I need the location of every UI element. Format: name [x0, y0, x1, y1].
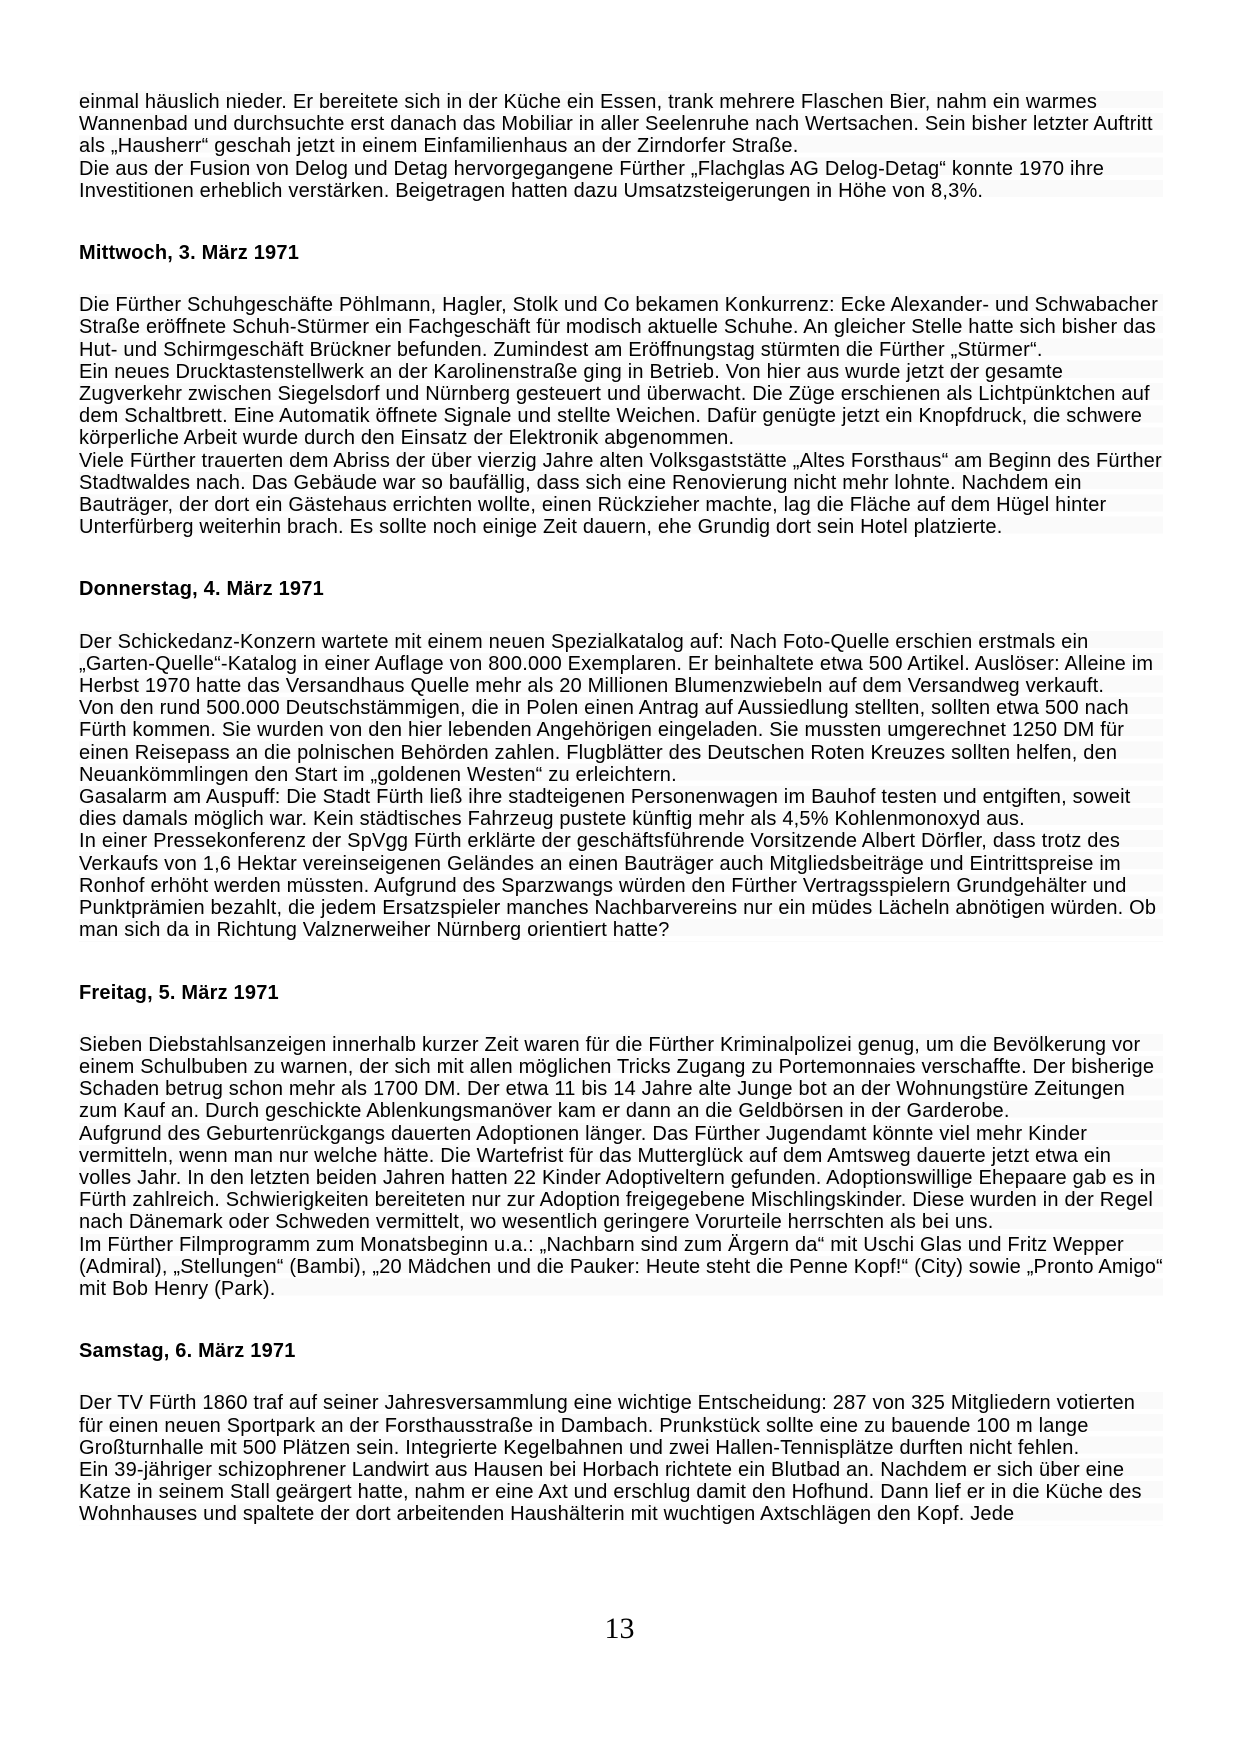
section-heading-mittwoch: Mittwoch, 3. März 1971	[79, 242, 300, 265]
body-paragraph: Der Schickedanz-Konzern wartete mit einem neuen Spezialkatalog auf: Nach Foto-Quelle erschien erstmals ein „Garten-Quelle“-Katalog in einer Auflage von 800.000 Exemplaren. Er beinhaltete etwa 500 Artikel. Auslöser: Alleine im Herbst 1970 hatte das Versandhaus Quelle mehr als 20 Millionen Blumenzwiebeln auf dem Versandweg verkauft.	[79, 631, 1163, 698]
body-paragraph: Von den rund 500.000 Deutschstämmigen, die in Polen einen Antrag auf Aussiedlung stellten, sollten etwa 500 nach Fürth kommen. Sie wurden von den hier lebenden Angehörigen eingeladen. Sie mussten umgerechnet 1250 DM für einen Reisepass an die polnischen Behörden zahlen. Flugblätter des Deutschen Roten Kreuzes sollten helfen, den Neuankömmlingen den Start im „goldenen Westen“ zu erleichtern.	[79, 697, 1163, 786]
text-column	[79, 91, 1163, 1526]
body-paragraph: Aufgrund des Geburtenrückgangs dauerten Adoptionen länger. Das Fürther Jugendamt könnte viel mehr Kinder vermitteln, wenn man nur welche hätte. Die Wartefrist für das Mutterglück auf dem Amtsweg dauerte jetzt etwa ein volles Jahr. In den letzten beiden Jahren hatten 22 Kinder Adoptiveltern gefunden. Adoptionswillige Ehepaare gab es in Fürth zahlreich. Schwierigkeiten bereiteten nur zur Adoption freigegebene Mischlingskinder. Diese wurden in der Regel nach Dänemark oder Schweden vermittelt, wo wesentlich geringere Vorurteile herrschten als bei uns.	[79, 1123, 1163, 1234]
body-paragraph: Der TV Fürth 1860 traf auf seiner Jahresversammlung eine wichtige Entscheidung: 287 von 325 Mitgliedern votierten für einen neuen Sportpark an der Forsthausstraße in Dambach. Prunkstück sollte eine zu bauende 100 m lange Großturnhalle mit 500 Plätzen sein. Integrierte Kegelbahnen und zwei Hallen-Tennisplätze durften nicht fehlen.	[79, 1392, 1163, 1459]
body-paragraph: Die Fürther Schuhgeschäfte Pöhlmann, Hagler, Stolk und Co bekamen Konkurrenz: Ecke Alexander- und Schwabacher Straße eröffnete Schuh-Stürmer ein Fachgeschäft für modisch aktuelle Schuhe. An gleicher Stelle hatte sich bisher das Hut- und Schirmgeschäft Brückner befunden. Zumindest am Eröffnungstag stürmten die Fürther „Stürmer“.	[79, 294, 1163, 361]
body-paragraph: Ein neues Drucktastenstellwerk an der Karolinenstraße ging in Betrieb. Von hier aus wurde jetzt der gesamte Zugverkehr zwischen Siegelsdorf und Nürnberg gesteuert und überwacht. Die Züge erschienen als Lichtpünktchen auf dem Schaltbrett. Eine Automatik öffnete Signale und stellte Weichen. Dafür genügte jetzt ein Knopfdruck, die schwere körperliche Arbeit wurde durch den Einsatz der Elektronik abgenommen.	[79, 361, 1163, 450]
opening-paragraph: einmal häuslich nieder. Er bereitete sich in der Küche ein Essen, trank mehrere Flaschen Bier, nahm ein warmes Wannenbad und durchsuchte erst danach das Mobiliar in aller Seelenruhe nach Wertsachen. Sein bisher letzter Auftritt als „Hausherr“ geschah jetzt in einem Einfamilienhaus an der Zirndorfer Straße.	[79, 91, 1163, 158]
section-heading-freitag: Freitag, 5. März 1971	[79, 981, 279, 1004]
section-heading-samstag: Samstag, 6. März 1971	[79, 1340, 296, 1363]
body-paragraph: In einer Pressekonferenz der SpVgg Fürth erklärte der geschäftsführende Vorsitzende Albert Dörfler, dass trotz des Verkaufs von 1,6 Hektar vereinseigenen Geländes an einen Bauträger auch Mitgliedsbeiträge und Eintrittspreise im Ronhof erhöht werden müssten. Aufgrund des Sparzwangs würden den Fürther Vertragsspielern Grundgehälter und Punktprämien bezahlt, die jedem Ersatzspieler manches Nachbarvereins nur ein müdes Lächeln abnötigen würden. Ob man sich da in Richtung Valznerweiher Nürnberg orientiert hatte?	[79, 830, 1163, 941]
body-paragraph: Sieben Diebstahlsanzeigen innerhalb kurzer Zeit waren für die Fürther Kriminalpolizei genug, um die Bevölkerung vor einem Schulbuben zu warnen, der sich mit allen möglichen Tricks Zugang zu Portemonnaies verschaffte. Der bisherige Schaden betrug schon mehr als 1700 DM. Der etwa 11 bis 14 Jahre alte Junge bot an der Wohnungstüre Zeitungen zum Kauf an. Durch geschickte Ablenkungsmanöver kam er dann an die Geldbörsen in der Garderobe.	[79, 1034, 1163, 1123]
body-paragraph: Ein 39-jähriger schizophrener Landwirt aus Hausen bei Horbach richtete ein Blutbad an. Nachdem er sich über eine Katze in seinem Stall geärgert hatte, nahm er eine Axt und erschlug damit den Hofhund. Dann lief er in die Küche des Wohnhauses und spaltete der dort arbeitenden Haushälterin mit wuchtigen Axtschlägen den Kopf. Jede	[79, 1459, 1163, 1526]
opening-paragraph: Die aus der Fusion von Delog und Detag hervorgegangene Fürther „Flachglas AG Delog-Detag“ konnte 1970 ihre Investitionen erheblich verstärken. Beigetragen hatten dazu Umsatzsteigerungen in Höhe von 8,3%.	[79, 158, 1163, 202]
body-paragraph: Viele Fürther trauerten dem Abriss der über vierzig Jahre alten Volksgaststätte „Altes Forsthaus“ am Beginn des Fürther Stadtwaldes nach. Das Gebäude war so baufällig, dass sich eine Renovierung nicht mehr lohnte. Nachdem ein Bauträger, der dort ein Gästehaus errichten wollte, einen Rückzieher machte, lag die Fläche auf dem Hügel hinter Unterfürberg weiterhin brach. Es sollte noch einige Zeit dauern, ehe Grundig dort sein Hotel platzierte.	[79, 449, 1162, 539]
body-paragraph: Im Fürther Filmprogramm zum Monatsbeginn u.a.: „Nachbarn sind zum Ärgern da“ mit Uschi Glas und Fritz Wepper (Admiral), „Stellungen“ (Bambi), „20 Mädchen und die Pauker: Heute steht die Penne Kopf!“ (City) sowie „Pronto Amigo“ mit Bob Henry (Park).	[79, 1233, 1163, 1300]
page-number: 13	[604, 1612, 635, 1645]
section-heading-donnerstag: Donnerstag, 4. März 1971	[79, 578, 324, 601]
body-paragraph: Gasalarm am Auspuff: Die Stadt Fürth ließ ihre stadteigenen Personenwagen im Bauhof testen und entgiften, soweit dies damals möglich war. Kein städtisches Fahrzeug pustete künftig mehr als 4,5% Kohlenmonoxyd aus.	[79, 786, 1163, 830]
